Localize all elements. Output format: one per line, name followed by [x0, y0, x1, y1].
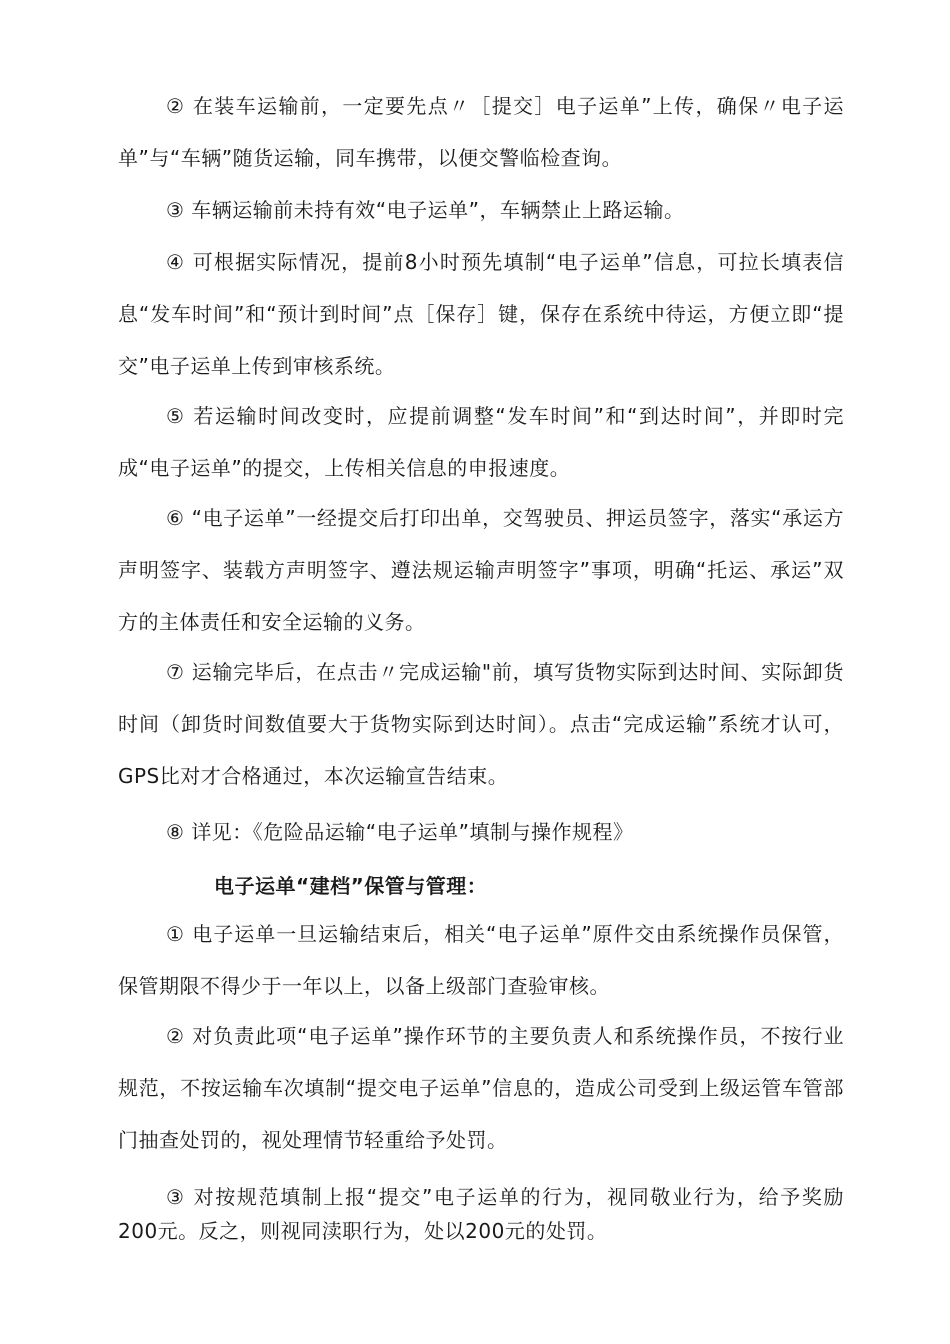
archive-paragraph-1: ① 电子运单一旦运输结束后，相关“电子运单”原件交由系统操作员保管，保管期限不得少于一年以上，以备上级部门查验审核。: [118, 922, 844, 998]
paragraph-item-6: ⑥ “电子运单”一经提交后打印出单，交驾驶员、押运员签字，落实“承运方声明签字、装载方声明签字、遵法规运输声明签字”事项，明确“托运、承运”双方的主体责任和安全运输的义务。: [118, 506, 844, 634]
paragraph-item-8: ⑧ 详见：《危险品运输“电子运单”填制与操作规程》: [166, 820, 634, 844]
paragraph-item-4: ④ 可根据实际情况，提前8小时预先填制“电子运单”信息，可拉长填表信息“发车时间”和“预计到时间”点［保存］键，保存在系统中待运，方便立即“提交”电子运单上传到审核系统。: [118, 250, 844, 378]
archive-paragraph-2: ② 对负责此项“电子运单”操作环节的主要负责人和系统操作员，不按行业规范，不按运输车次填制“提交电子运单”信息的，造成公司受到上级运管车管部门抽查处罚的，视处理情节轻重给予处罚。: [118, 1024, 844, 1152]
paragraph-item-5: ⑤ 若运输时间改变时，应提前调整“发车时间”和“到达时间”，并即时完成“电子运单”的提交，上传相关信息的申报速度。: [118, 404, 844, 480]
section-heading: 电子运单“建档”保管与管理：: [214, 874, 488, 898]
paragraph-item-7: ⑦ 运输完毕后，在点击〃完成运输"前，填写货物实际到达时间、实际卸货时间（卸货时间数值要大于货物实际到达时间）。点击“完成运输”系统才认可，GPS比对才合格通过，本次运输宣告结束。: [118, 660, 844, 788]
paragraph-item-2: ② 在装车运输前，一定要先点〃［提交］电子运单”上传，确保〃电子运单”与“车辆”随货运输，同车携带，以便交警临检查询。: [118, 94, 844, 170]
paragraph-item-3: ③ 车辆运输前未持有效“电子运单”，车辆禁止上路运输。: [166, 198, 685, 222]
archive-paragraph-3: ③ 对按规范填制上报“提交”电子运单的行为，视同敬业行为，给予奖励200元。反之，则视同渎职行为，处以200元的处罚。: [118, 1185, 844, 1243]
